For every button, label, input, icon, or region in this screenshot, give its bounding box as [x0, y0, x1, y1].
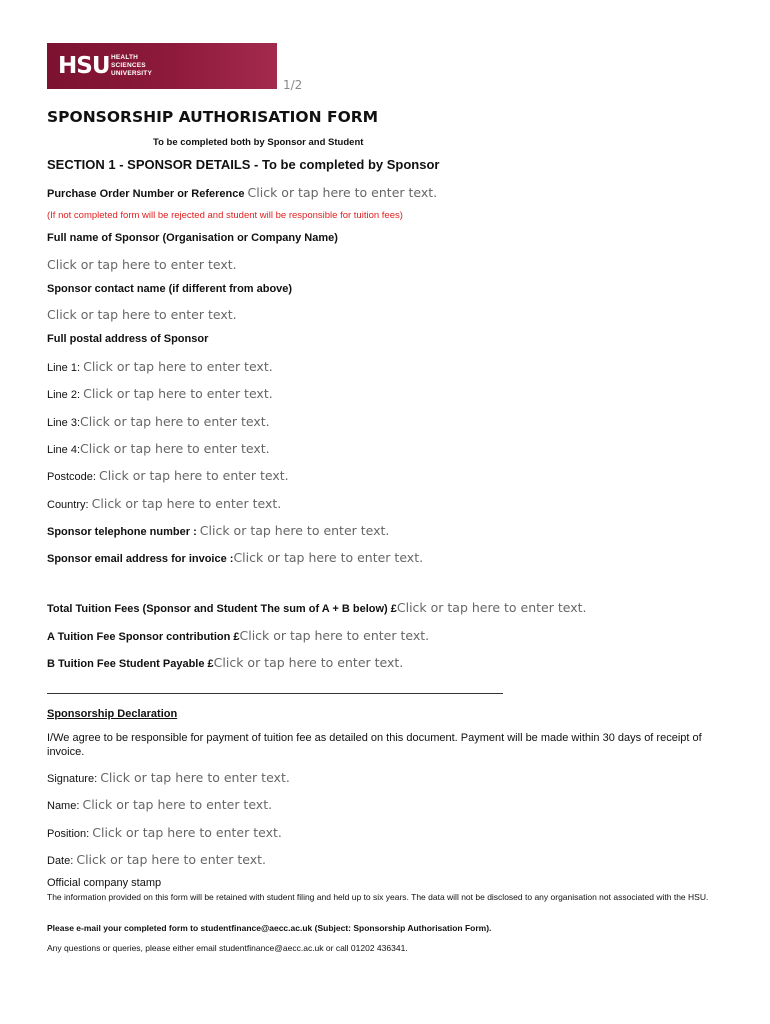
country-label: Country: [47, 499, 92, 511]
address-line1-input[interactable]: Click or tap here to enter text. [83, 359, 273, 374]
position-row [47, 824, 282, 842]
address-line4-row [47, 440, 270, 458]
divider-line [47, 693, 503, 694]
signature-input[interactable]: Click or tap here to enter text. [100, 770, 290, 785]
signature-label: Signature: [47, 773, 101, 785]
sponsor-name-input[interactable]: Click or tap here to enter text. [47, 257, 237, 272]
contact-name-input[interactable]: Click or tap here to enter text. [47, 307, 237, 322]
university-logo [47, 43, 277, 89]
email-row [47, 549, 423, 567]
form-title: SPONSORSHIP AUTHORISATION FORM [47, 108, 379, 126]
line1-label: Line 1: [47, 362, 84, 374]
form-subtitle: To be completed both by Sponsor and Student [153, 137, 364, 148]
student-payable-label: B Tuition Fee Student Payable £ [47, 658, 214, 670]
postcode-input[interactable]: Click or tap here to enter text. [98, 468, 289, 483]
total-fees-row [47, 599, 587, 617]
phone-label: Sponsor telephone number : [47, 526, 200, 538]
po-input[interactable]: Click or tap here to enter text. [247, 185, 438, 200]
name-input[interactable]: Click or tap here to enter text. [82, 797, 273, 812]
contact-name-label: Sponsor contact name (if different from above) [47, 283, 293, 295]
line2-label: Line 2: [47, 389, 84, 401]
line4-label: Line 4: [47, 444, 81, 456]
line3-label: Line 3: [47, 417, 81, 429]
po-warning: (If not completed form will be rejected and student will be responsible for tuition fees) [47, 210, 403, 221]
declaration-text: I/We agree to be responsible for payment of tuition fee as detailed on this document. Payment will be made within 30 days of receipt of invoice. [47, 732, 702, 758]
po-row [47, 184, 437, 202]
country-row [47, 495, 281, 513]
total-fees-label: Total Tuition Fees (Sponsor and Student The sum of A + B below) £ [47, 603, 397, 615]
name-label: Name: [47, 800, 83, 812]
student-payable-row [47, 654, 403, 672]
stamp-label: Official company stamp [47, 877, 162, 889]
sponsor-name-label: Full name of Sponsor (Organisation or Company Name) [47, 232, 338, 244]
name-row [47, 796, 272, 814]
declaration-heading: Sponsorship Declaration [47, 708, 178, 720]
email-input[interactable]: Click or tap here to enter text. [233, 550, 424, 565]
date-row [47, 851, 266, 869]
email-instruction: Please e-mail your completed form to studentfinance@aecc.ac.uk (Subject: Sponsorship Authorisation Form). [47, 923, 492, 933]
logo-wordmark: HEALTH SCIENCES UNIVERSITY [111, 54, 153, 77]
position-label: Position: [47, 828, 93, 840]
date-input[interactable]: Click or tap here to enter text. [76, 852, 266, 867]
email-label: Sponsor email address for invoice : [47, 553, 234, 565]
total-fees-input[interactable]: Click or tap here to enter text. [396, 600, 587, 615]
sponsor-contribution-input[interactable]: Click or tap here to enter text. [239, 628, 430, 643]
data-retention-note: The information provided on this form will be retained with student filing and held up to six years. The data will not be disclosed to any organisation not associated with the HSU. [47, 892, 709, 902]
phone-input[interactable]: Click or tap here to enter text. [199, 523, 390, 538]
section1-heading: SECTION 1 - SPONSOR DETAILS - To be completed by Sponsor [47, 157, 440, 172]
po-label: Purchase Order Number or Reference [47, 188, 248, 200]
phone-row [47, 522, 389, 540]
address-line2-row [47, 385, 273, 403]
address-line4-input[interactable]: Click or tap here to enter text. [80, 441, 270, 456]
sponsor-contribution-label: A Tuition Fee Sponsor contribution £ [47, 631, 240, 643]
sponsor-contribution-row [47, 627, 429, 645]
page-number: 1/2 [283, 78, 303, 92]
address-line2-input[interactable]: Click or tap here to enter text. [83, 386, 273, 401]
queries-note: Any questions or queries, please either email studentfinance@aecc.ac.uk or call 01202 436341. [47, 943, 408, 953]
address-line3-input[interactable]: Click or tap here to enter text. [80, 414, 270, 429]
country-input[interactable]: Click or tap here to enter text. [91, 496, 282, 511]
address-label: Full postal address of Sponsor [47, 333, 209, 345]
postcode-label: Postcode: [47, 471, 99, 483]
postcode-row [47, 467, 289, 485]
address-line3-row [47, 413, 270, 431]
logo-mark: HSU [58, 53, 110, 79]
date-label: Date: [47, 855, 77, 867]
student-payable-input[interactable]: Click or tap here to enter text. [213, 655, 404, 670]
address-line1-row [47, 358, 273, 376]
signature-row [47, 769, 290, 787]
position-input[interactable]: Click or tap here to enter text. [92, 825, 282, 840]
